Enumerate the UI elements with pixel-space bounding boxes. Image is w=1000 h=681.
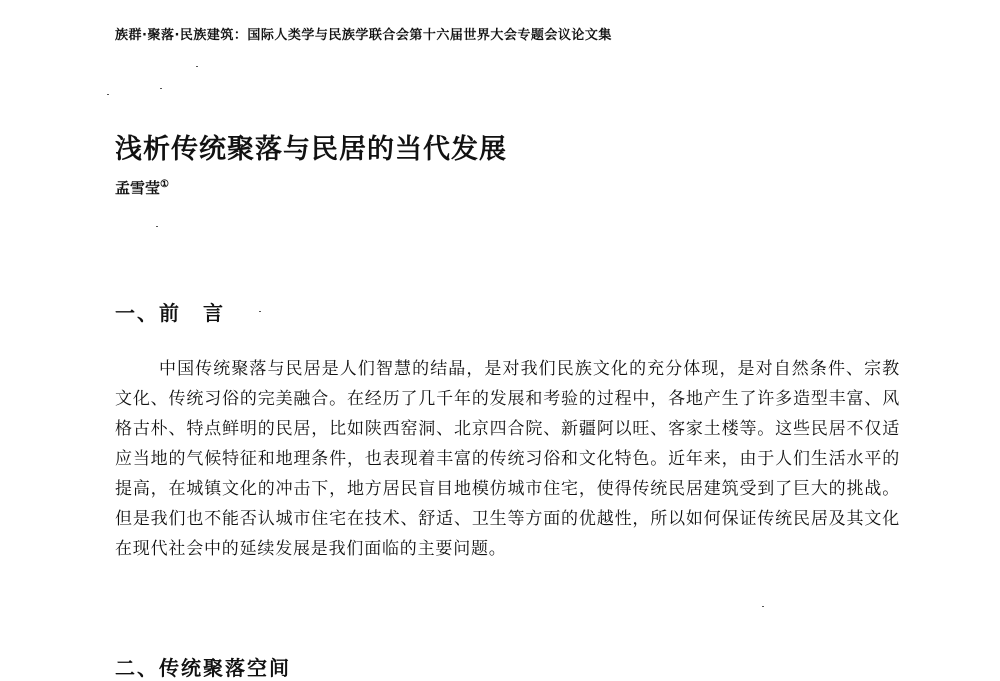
scan-speck <box>762 606 764 607</box>
body-paragraph: 中国传统聚落与民居是人们智慧的结晶，是对我们民族文化的充分体现，是对自然条件、宗教文化、传统习俗的完美融合。在经历了几千年的发展和考验的过程中，各地产生了许多造型丰富、风格古朴、特点鲜明的民居，比如陕西窑洞、北京四合院、新疆阿以旺、客家土楼等。这些民居不仅适应当地的气候特征和地理条件，也表现着丰富的传统习俗和文化特色。近年来，由于人们生活水平的提高，在城镇文化的冲击下，地方居民盲目地模仿城市住宅，使得传统民居建筑受到了巨大的挑战。但是我们也不能否认城市住宅在技术、舒适、卫生等方面的优越性，所以如何保证传统民居及其文化在现代社会中的延续发展是我们面临的主要问题。 <box>115 359 900 559</box>
scan-speck <box>107 94 109 95</box>
scan-speck <box>259 311 261 312</box>
scan-speck <box>196 66 198 67</box>
author-footnote-mark: ① <box>160 179 169 190</box>
section-heading-settlement-space: 二、传统聚落空间 <box>115 656 291 680</box>
author-line <box>115 177 169 198</box>
section-heading-introduction: 一、前 言 <box>115 301 225 325</box>
author-name: 孟雪莹 <box>115 179 161 197</box>
article-title: 浅析传统聚落与民居的当代发展 <box>115 134 507 165</box>
scan-speck <box>156 226 158 227</box>
scan-speck <box>160 88 162 89</box>
running-header: 族群·聚落·民族建筑：国际人类学与民族学联合会第十六届世界大会专题会议论文集 <box>115 28 612 43</box>
